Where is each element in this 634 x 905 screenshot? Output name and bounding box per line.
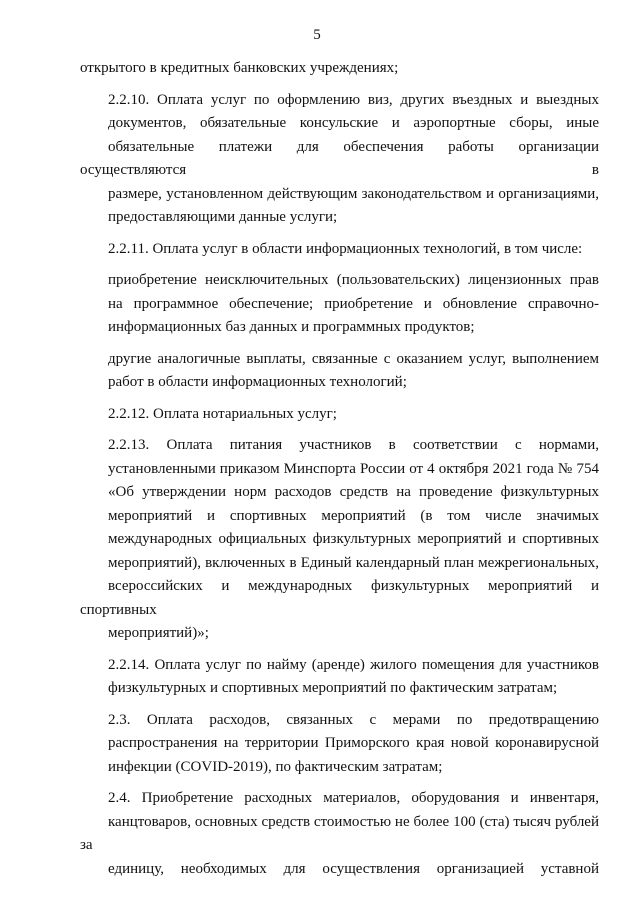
text-line: международных официальных физкультурных мероприятий и спортивных — [108, 531, 599, 547]
text-line: физкультурных и спортивных мероприятий по фактическим затратам; — [108, 680, 558, 696]
page-number: 5 — [313, 27, 321, 43]
text-line: документов, обязательные консульские и аэропортные сборы, иные — [108, 115, 599, 131]
text-line: предоставляющими данные услуги; — [108, 209, 338, 225]
text-line: работ в области информационных технологий; — [108, 374, 407, 390]
text-line: всероссийских и международных физкультурных мероприятий и спортивных — [80, 578, 599, 618]
text-line: мероприятий)»; — [108, 625, 209, 641]
text-line: на программное обеспечение; приобретение и обновление справочно- — [108, 295, 599, 312]
text-line: 2.2.13. Оплата питания участников в соответствии с нормами, — [108, 437, 599, 453]
paragraph — [80, 269, 599, 340]
text-line: мероприятий), включенных в Единый календарный план межрегиональных, — [108, 554, 599, 571]
paragraph — [80, 434, 599, 646]
document-body — [80, 57, 599, 889]
text-line: размере, установленном действующим законодательством и организациями, — [108, 185, 599, 202]
text-line: распространения на территории Приморского края новой коронавирусной — [108, 735, 599, 751]
text-line: канцтоваров, основных средств стоимостью не более 100 (ста) тысяч рублей за — [80, 813, 599, 853]
text-line: единицу, необходимых для осуществления организацией уставной — [108, 860, 599, 877]
text-line: открытого в кредитных банковских учреждениях; — [80, 60, 399, 76]
text-line: информационных баз данных и программных продуктов; — [108, 319, 475, 335]
paragraph — [80, 654, 599, 701]
text-line: установленными приказом Минспорта России от 4 октября 2021 года № 754 — [108, 460, 599, 477]
paragraph — [80, 403, 599, 427]
text-line: приобретение неисключительных (пользовательских) лицензионных прав — [108, 272, 599, 288]
paragraph — [80, 348, 599, 395]
text-line: 2.2.11. Оплата услуг в области информационных технологий, в том числе: — [108, 240, 583, 257]
paragraph — [80, 238, 599, 262]
text-line: 2.3. Оплата расходов, связанных с мерами по предотвращению — [108, 711, 599, 728]
text-line: обязательные платежи для обеспечения работы организации осуществляются в — [80, 138, 599, 178]
text-line: мероприятий и спортивных мероприятий (в том числе значимых — [108, 507, 599, 524]
text-line: 2.2.10. Оплата услуг по оформлению виз, других въездных и выездных — [108, 91, 599, 108]
paragraph — [80, 709, 599, 780]
text-line: инфекции (COVID-2019), по фактическим затратам; — [108, 758, 443, 775]
paragraph — [80, 57, 599, 81]
text-line: «Об утверждении норм расходов средств на проведение физкультурных — [108, 484, 599, 500]
paragraph — [80, 89, 599, 230]
text-line: другие аналогичные выплаты, связанные с оказанием услуг, выполнением — [108, 350, 599, 367]
paragraph — [80, 787, 599, 881]
text-line: 2.2.12. Оплата нотариальных услуг; — [108, 405, 337, 422]
text-line: 2.2.14. Оплата услуг по найму (аренде) жилого помещения для участников — [108, 656, 599, 673]
text-line: 2.4. Приобретение расходных материалов, оборудования и инвентаря, — [108, 790, 599, 806]
